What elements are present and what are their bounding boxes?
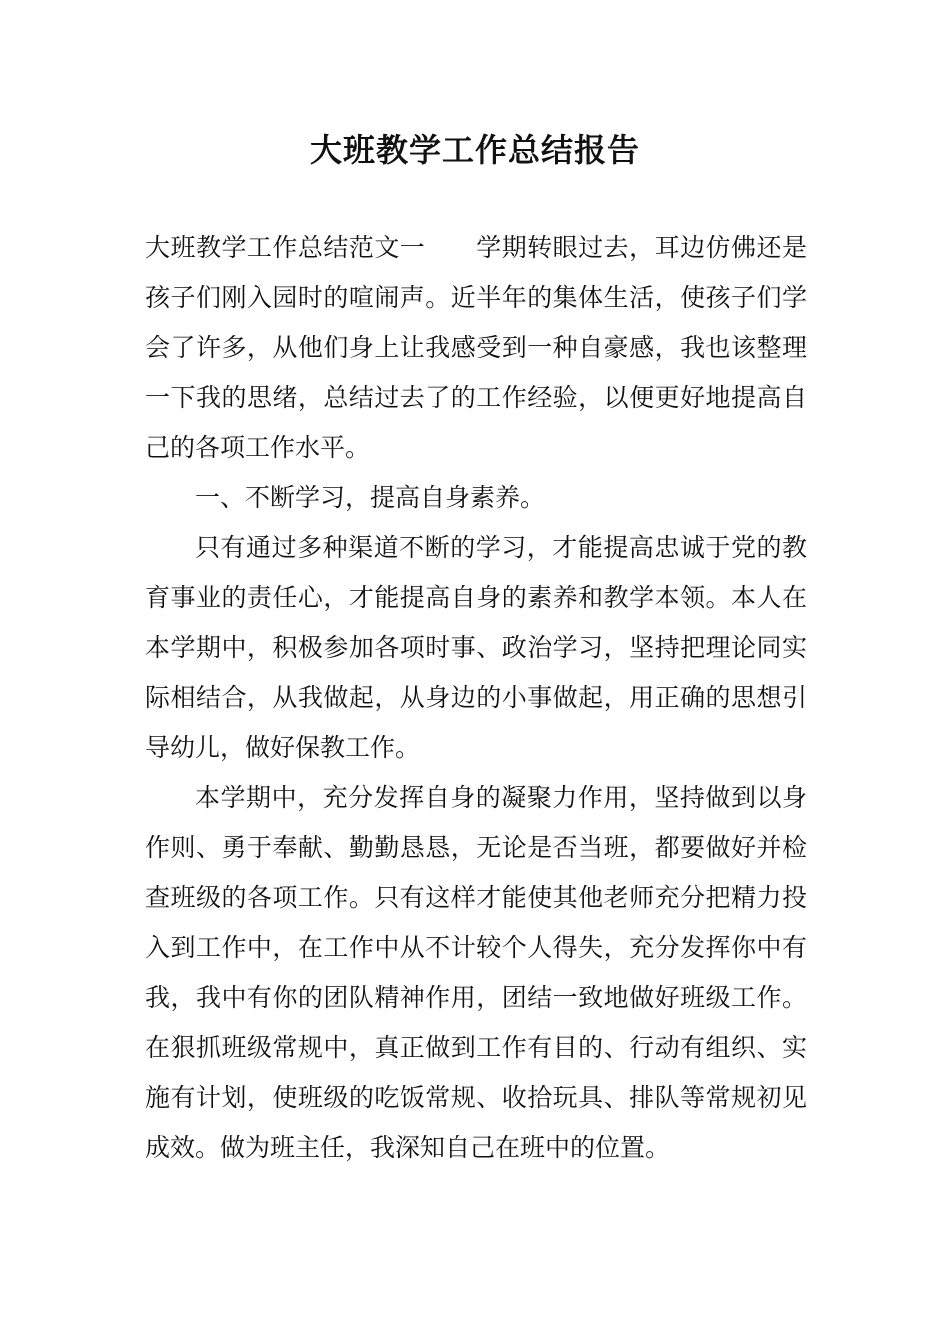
paragraph-teamwork: 本学期中，充分发挥自身的凝聚力作用，坚持做到以身作则、勇于奉献、勤勤恳恳，无论是否当班，都要做好并检查班级的各项工作。只有这样才能使其他老师充分把精力投入到工作中，在工作中从不计较个人得失，充分发挥你中有我，我中有你的团队精神作用，团结一致地做好班级工作。在狠抓班级常规中，真正做到工作有目的、行动有组织、实施有计划，使班级的吃饭常规、收拾玩具、排队等常规初见成效。做为班主任，我深知自己在班中的位置。: [145, 783, 807, 1162]
paragraph-study: 只有通过多种渠道不断的学习，才能提高忠诚于党的教育事业的责任心，才能提高自身的素养和教学本领。本人在本学期中，积极参加各项时事、政治学习，坚持把理论同实际相结合，从我做起，从身边的小事做起，用正确的思想引导幼儿，做好保教工作。: [145, 533, 807, 762]
document-title: 大班教学工作总结报告: [309, 131, 640, 169]
document-body: [145, 223, 807, 1173]
section-heading-1: 一、不断学习，提高自身素养。: [195, 483, 546, 512]
paragraph-intro: 大班教学工作总结范文一 学期转眼过去，耳边仿佛还是孩子们刚入园时的喧闹声。近半年的集体生活，使孩子们学会了许多，从他们身上让我感受到一种自豪感，我也该整理一下我的思绪，总结过去了的工作经验，以便更好地提高自己的各项工作水平。: [145, 233, 807, 462]
